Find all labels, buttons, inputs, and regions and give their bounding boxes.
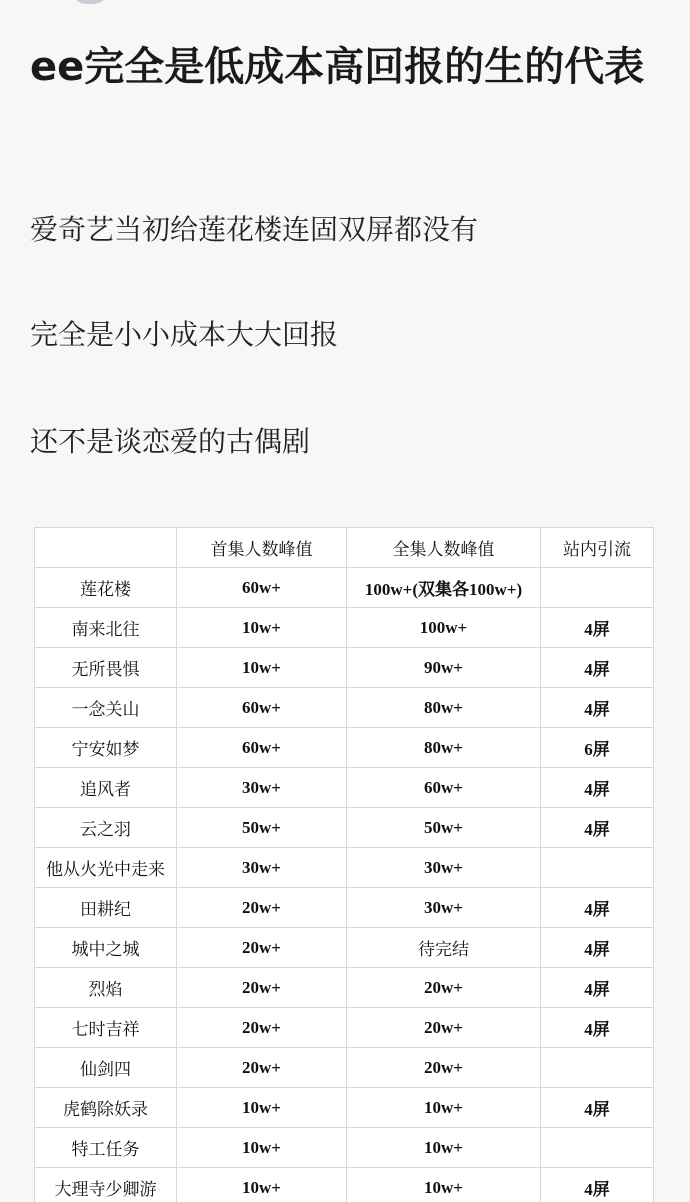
site-traffic: 4屏 xyxy=(541,1008,654,1048)
all-episodes-peak: 50w+ xyxy=(347,808,541,848)
table-row xyxy=(35,808,654,848)
post-paragraph: 还不是谈恋爱的古偶剧 xyxy=(30,425,311,458)
first-episode-peak: 10w+ xyxy=(177,608,347,648)
first-episode-peak: 10w+ xyxy=(177,1088,347,1128)
first-episode-peak: 30w+ xyxy=(177,848,347,888)
table-row xyxy=(35,768,654,808)
all-episodes-peak: 10w+ xyxy=(347,1168,541,1202)
all-episodes-peak: 待完结 xyxy=(347,928,541,968)
post-paragraph: 完全是小小成本大大回报 xyxy=(30,318,339,351)
first-episode-peak: 20w+ xyxy=(177,968,347,1008)
site-traffic: 4屏 xyxy=(541,1088,654,1128)
site-traffic: 4屏 xyxy=(541,888,654,928)
drama-name: 特工任务 xyxy=(35,1128,177,1168)
site-traffic: 4屏 xyxy=(541,608,654,648)
first-episode-peak: 60w+ xyxy=(177,688,347,728)
first-episode-peak: 10w+ xyxy=(177,648,347,688)
drama-name: 仙剑四 xyxy=(35,1048,177,1088)
site-traffic: 4屏 xyxy=(541,1168,654,1202)
all-episodes-peak: 30w+ xyxy=(347,888,541,928)
drama-name: 追风者 xyxy=(35,768,177,808)
all-episodes-peak: 10w+ xyxy=(347,1128,541,1168)
all-episodes-peak: 60w+ xyxy=(347,768,541,808)
drama-name: 虎鹤除妖录 xyxy=(35,1088,177,1128)
avatar[interactable] xyxy=(72,0,108,4)
drama-name: 云之羽 xyxy=(35,808,177,848)
site-traffic: 4屏 xyxy=(541,688,654,728)
column-header-site-traffic: 站内引流 xyxy=(541,528,654,568)
table-row xyxy=(35,608,654,648)
drama-name: 南来北往 xyxy=(35,608,177,648)
first-episode-peak: 30w+ xyxy=(177,768,347,808)
drama-name: 无所畏惧 xyxy=(35,648,177,688)
table-row xyxy=(35,688,654,728)
column-header-all-episodes-peak: 全集人数峰值 xyxy=(347,528,541,568)
post-paragraph: 爱奇艺当初给莲花楼连固双屏都没有 xyxy=(30,213,479,246)
all-episodes-peak: 20w+ xyxy=(347,1008,541,1048)
site-traffic: 4屏 xyxy=(541,648,654,688)
table-row xyxy=(35,1128,654,1168)
first-episode-peak: 10w+ xyxy=(177,1168,347,1202)
all-episodes-peak: 20w+ xyxy=(347,1048,541,1088)
drama-name: 田耕纪 xyxy=(35,888,177,928)
all-episodes-peak: 80w+ xyxy=(347,688,541,728)
all-episodes-peak: 90w+ xyxy=(347,648,541,688)
site-traffic xyxy=(541,568,654,608)
first-episode-peak: 60w+ xyxy=(177,568,347,608)
site-traffic xyxy=(541,848,654,888)
first-episode-peak: 10w+ xyxy=(177,1128,347,1168)
site-traffic xyxy=(541,1048,654,1088)
drama-name: 一念关山 xyxy=(35,688,177,728)
first-episode-peak: 20w+ xyxy=(177,888,347,928)
drama-name: 七时吉祥 xyxy=(35,1008,177,1048)
first-episode-peak: 20w+ xyxy=(177,1048,347,1088)
all-episodes-peak: 80w+ xyxy=(347,728,541,768)
table-row xyxy=(35,568,654,608)
table-row xyxy=(35,928,654,968)
table-header-row xyxy=(35,528,654,568)
first-episode-peak: 20w+ xyxy=(177,1008,347,1048)
all-episodes-peak: 20w+ xyxy=(347,968,541,1008)
drama-stats-table xyxy=(34,527,654,1202)
drama-name: 他从火光中走来 xyxy=(35,848,177,888)
site-traffic: 4屏 xyxy=(541,768,654,808)
table-row xyxy=(35,1088,654,1128)
first-episode-peak: 50w+ xyxy=(177,808,347,848)
drama-name: 莲花楼 xyxy=(35,568,177,608)
table-row xyxy=(35,1168,654,1202)
post-title: ee完全是低成本高回报的生的代表 xyxy=(30,44,645,90)
site-traffic: 4屏 xyxy=(541,808,654,848)
site-traffic xyxy=(541,1128,654,1168)
all-episodes-peak: 100w+ xyxy=(347,608,541,648)
table-row xyxy=(35,848,654,888)
table-row xyxy=(35,648,654,688)
table-row xyxy=(35,728,654,768)
site-traffic: 4屏 xyxy=(541,928,654,968)
column-header-first-episode-peak: 首集人数峰值 xyxy=(177,528,347,568)
all-episodes-peak: 100w+(双集各100w+) xyxy=(347,568,541,608)
table-row xyxy=(35,968,654,1008)
table-row xyxy=(35,1008,654,1048)
all-episodes-peak: 10w+ xyxy=(347,1088,541,1128)
drama-name: 大理寺少卿游 xyxy=(35,1168,177,1202)
drama-name: 城中之城 xyxy=(35,928,177,968)
table-row xyxy=(35,888,654,928)
first-episode-peak: 60w+ xyxy=(177,728,347,768)
site-traffic: 6屏 xyxy=(541,728,654,768)
drama-name: 宁安如梦 xyxy=(35,728,177,768)
all-episodes-peak: 30w+ xyxy=(347,848,541,888)
drama-stats-image[interactable] xyxy=(34,527,653,1202)
first-episode-peak: 20w+ xyxy=(177,928,347,968)
column-header-name xyxy=(35,528,177,568)
drama-name: 烈焰 xyxy=(35,968,177,1008)
table-row xyxy=(35,1048,654,1088)
site-traffic: 4屏 xyxy=(541,968,654,1008)
